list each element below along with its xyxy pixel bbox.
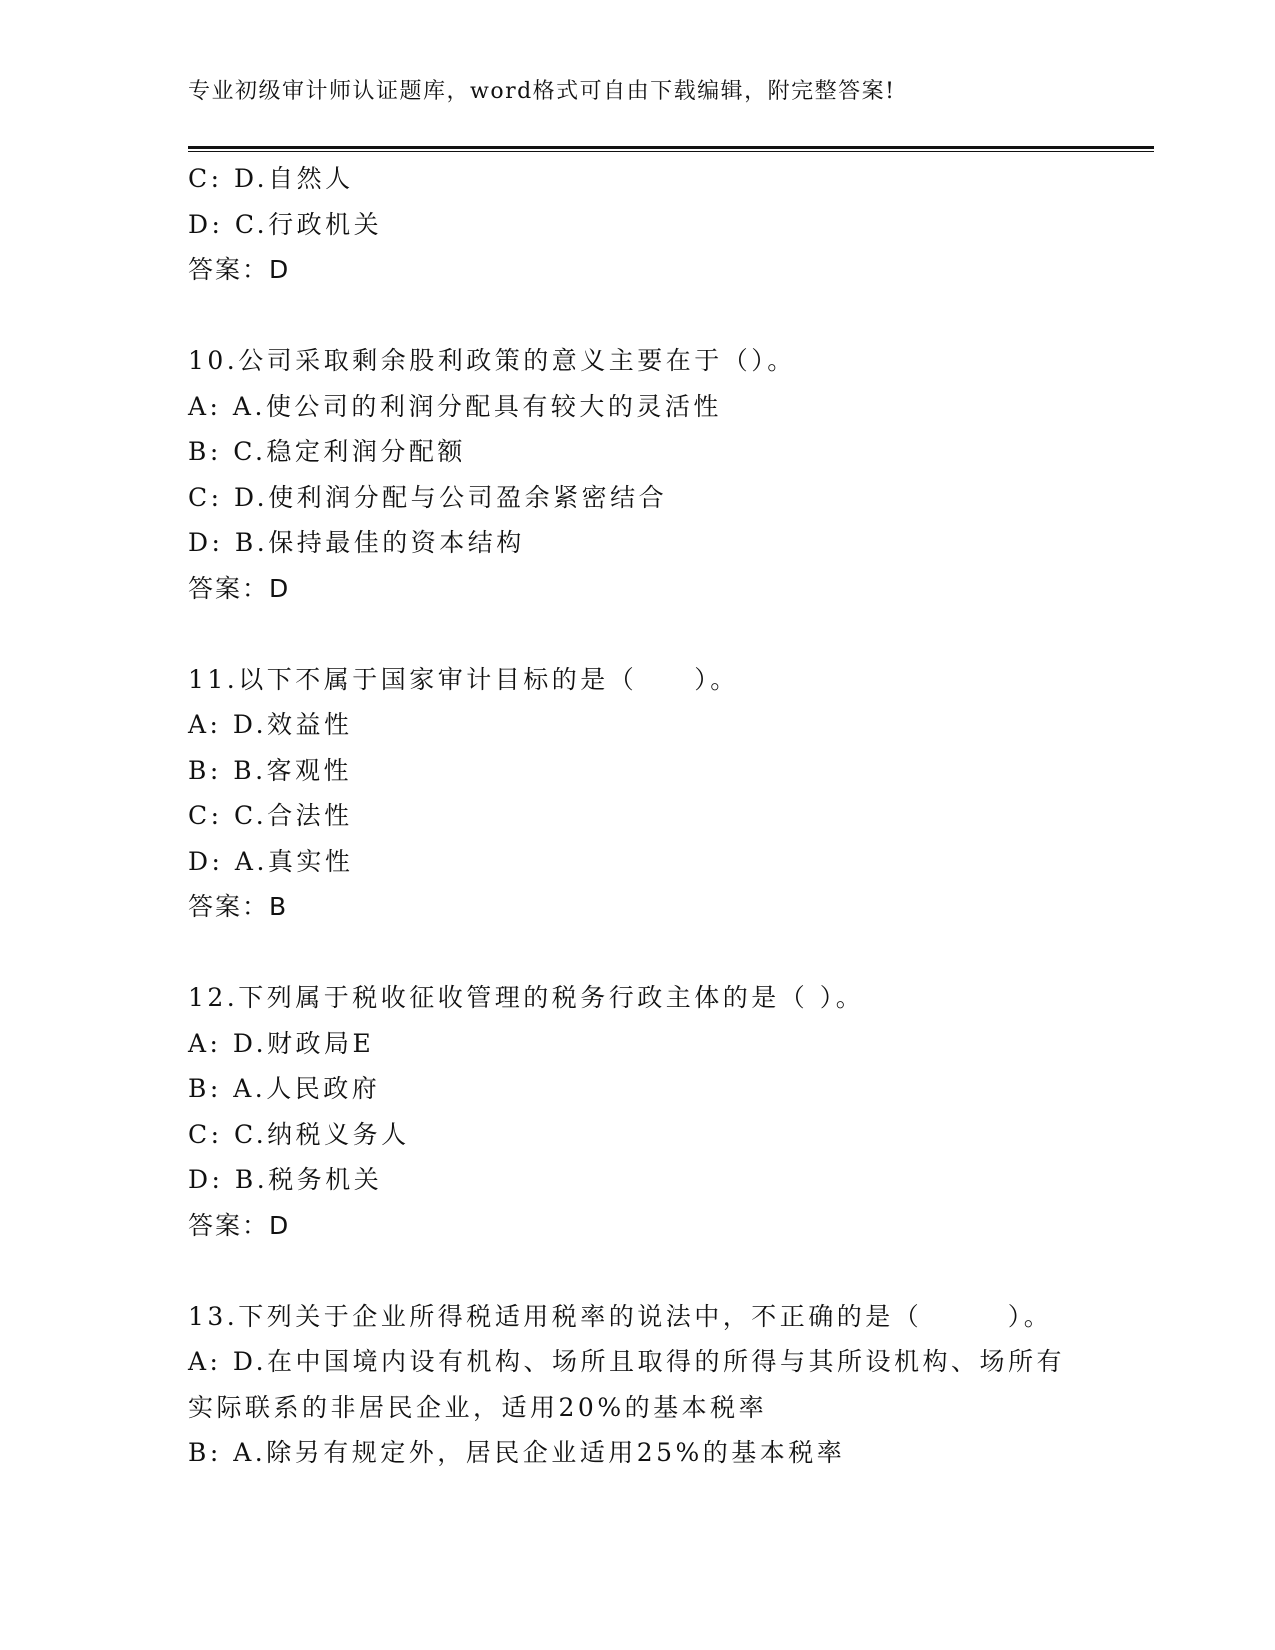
option-d: D: B.保持最佳的资本结构 (188, 528, 525, 557)
header-divider-thin (188, 151, 1154, 152)
option-a: A: A.使公司的利润分配具有较大的灵活性 (188, 391, 722, 421)
answer: 答案：B (188, 892, 289, 921)
option-a: A: D.在中国境内设有机构、场所且取得的所得与其所设机构、场所有实际联系的非居民企业，适用20%的基本税率 (188, 1347, 1066, 1422)
option-b: B: A.人民政府 (188, 1074, 381, 1103)
option-a: A: D.财政局E (188, 1028, 375, 1058)
question-13 (188, 1294, 1088, 1476)
page-header: 专业初级审计师认证题库，word格式可自由下载编辑，附完整答案! (188, 79, 896, 104)
option-b: B: B.客观性 (188, 755, 353, 785)
spacer (188, 930, 1088, 976)
option-d: D: A.真实性 (188, 846, 354, 876)
option-d: D: C.行政机关 (188, 209, 383, 239)
option-d: D: B.税务机关 (188, 1165, 383, 1194)
question-11 (188, 657, 1088, 930)
header-divider-thick (188, 146, 1154, 149)
option-a: A: D.效益性 (188, 710, 353, 739)
option-c: C: C.合法性 (188, 801, 353, 830)
answer: 答案：D (188, 573, 291, 603)
question-12 (188, 975, 1088, 1248)
option-b: B: C.稳定利润分配额 (188, 437, 466, 466)
answer: 答案：D (188, 1210, 291, 1240)
question-10 (188, 338, 1088, 611)
question-stem: 12.下列属于税收征收管理的税务行政主体的是（ ）。 (188, 983, 865, 1012)
answer: 答案：D (188, 255, 291, 284)
question-stem: 13.下列关于企业所得税适用税率的说法中，不正确的是（ ）。 (188, 1301, 1053, 1331)
option-b: B: A.除另有规定外，居民企业适用25%的基本税率 (188, 1438, 846, 1467)
question-stem: 11.以下不属于国家审计目标的是（ ）。 (188, 664, 739, 694)
spacer (188, 1248, 1088, 1294)
option-c: C: D.使利润分配与公司盈余紧密结合 (188, 482, 668, 512)
spacer (188, 293, 1088, 339)
document-body (188, 156, 1088, 1476)
option-c: C: D.自然人 (188, 164, 354, 193)
spacer (188, 611, 1088, 657)
question-stem: 10.公司采取剩余股利政策的意义主要在于（）。 (188, 346, 796, 375)
option-c: C: C.纳税义务人 (188, 1119, 410, 1149)
